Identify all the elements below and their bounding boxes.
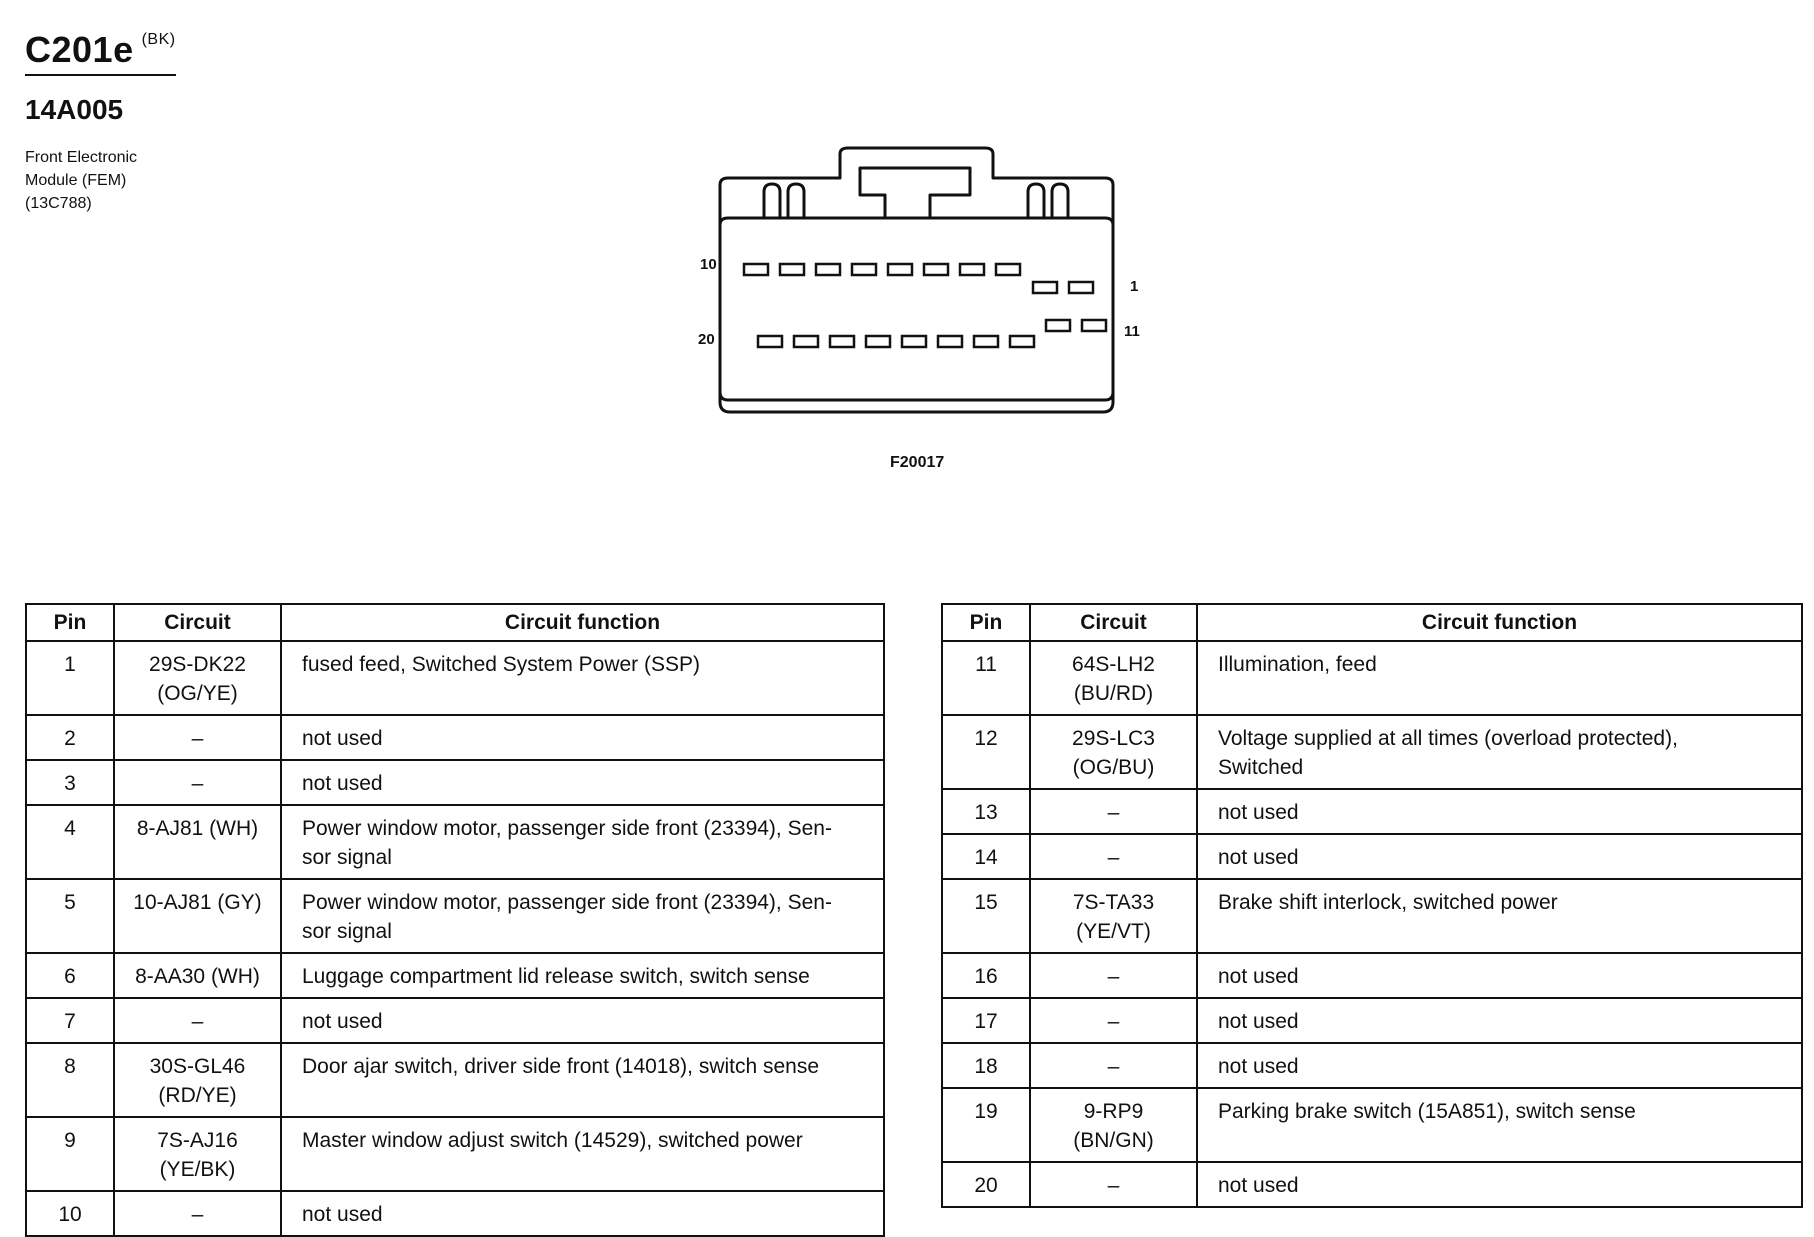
pin-20-cavity [758,336,782,347]
circuit-cell [114,715,281,760]
circuit-code: – [1107,1174,1120,1197]
pin-number: 9 [26,1117,114,1191]
circuit-function-text: not used [1218,846,1299,869]
circuit-code: (YE/VT) [1076,920,1151,943]
circuit-cell [114,641,281,715]
pin-row [26,879,884,953]
pin-number: 11 [942,641,1030,715]
circuit-function-text: Illumination, feed [1218,653,1377,676]
pin-number: 14 [942,834,1030,879]
circuit-function-text: not used [1218,1174,1299,1197]
circuit-cell [114,998,281,1043]
circuit-cell [1030,1043,1197,1088]
circuit-code: 30S-GL46 [149,1055,246,1078]
circuit-cell [114,760,281,805]
circuit-code: 8-AJ81 (WH) [136,817,259,840]
circuit-function-text: not used [1218,1010,1299,1033]
pin-row [26,1043,884,1117]
circuit-function-text: Master window adjust switch (14529), switched power [302,1129,803,1152]
circuit-function-text: not used [1218,801,1299,824]
circuit-function-cell [281,760,884,805]
circuit-function-text: Luggage compartment lid release switch, switch sense [302,965,810,988]
pin-row [26,641,884,715]
pin-header: Pin [942,604,1030,641]
circuit-code: 9-RP9 [1083,1100,1144,1123]
circuit-cell [114,1117,281,1191]
circuit-function-text: Voltage supplied at all times (overload protected), [1218,727,1678,750]
circuit-cell [1030,834,1197,879]
circuit-function-cell [1197,1162,1802,1207]
circuit-code: (BN/GN) [1073,1129,1154,1152]
circuit-function-header: Circuit function [1197,604,1802,641]
pin-3-cavity [996,264,1020,275]
circuit-function-cell [1197,1088,1802,1162]
description-line: Front Electronic [25,149,138,166]
circuit-function-cell [1197,998,1802,1043]
pin-number: 10 [26,1191,114,1236]
circuit-function-cell [281,1191,884,1236]
pin-number: 16 [942,953,1030,998]
circuit-function-cell [281,641,884,715]
circuit-code: 10-AJ81 (GY) [133,891,262,914]
pin-11-cavity [1082,320,1106,331]
pin-row [942,953,1802,998]
pin-9-cavity [780,264,804,275]
circuit-function-cell [281,715,884,760]
pin-number: 8 [26,1043,114,1117]
circuit-function-text: Brake shift interlock, switched power [1218,891,1558,914]
pin-row [26,760,884,805]
connector-face-diagram [680,140,1160,440]
pin-row [26,998,884,1043]
pin-5-cavity [924,264,948,275]
circuit-function-cell [1197,789,1802,834]
pin-10-cavity [744,264,768,275]
circuit-function-text: Power window motor, passenger side front (23394), Sen- [302,891,832,914]
connector-id: C201e [25,29,134,70]
pin-1-cavity [1069,282,1093,293]
pin-number: 6 [26,953,114,998]
pin-16-cavity [902,336,926,347]
latch-slot-left-2 [788,184,804,218]
circuit-cell [1030,789,1197,834]
circuit-code: – [1107,846,1120,869]
pin-header: Pin [26,604,114,641]
pin-row [942,998,1802,1043]
circuit-code: – [191,1203,204,1226]
circuit-cell [114,953,281,998]
circuit-function-text: not used [1218,965,1299,988]
circuit-cell [1030,1088,1197,1162]
circuit-code: (RD/YE) [158,1084,237,1107]
circuit-cell [1030,641,1197,715]
pin-8-cavity [816,264,840,275]
pin-label-11: 11 [1124,323,1140,340]
pin-number: 7 [26,998,114,1043]
circuit-cell [1030,1162,1197,1207]
circuit-cell [1030,998,1197,1043]
pin-row [26,1191,884,1236]
circuit-code: 8-AA30 (WH) [135,965,260,988]
pin-row [942,715,1802,789]
circuit-code: 64S-LH2 [1072,653,1155,676]
pin-12-cavity [1046,320,1070,331]
pin-number: 3 [26,760,114,805]
circuit-cell [114,879,281,953]
pin-row [942,834,1802,879]
circuit-code: – [1107,1010,1120,1033]
locking-tab [860,168,970,218]
circuit-code: – [191,1010,204,1033]
pin-row [26,1117,884,1191]
color-code: (BK) [141,31,176,48]
circuit-header: Circuit [114,604,281,641]
circuit-code: (BU/RD) [1073,682,1154,705]
circuit-code: 7S-TA33 [1072,891,1155,914]
pin-17-cavity [866,336,890,347]
latch-slot-left-1 [764,184,780,218]
pin-15-cavity [938,336,962,347]
pin-row [942,1162,1802,1207]
circuit-function-text: sor signal [302,920,392,943]
pinout-table-left [25,603,885,1237]
latch-slot-right-1 [1028,184,1044,218]
pin-7-cavity [852,264,876,275]
pin-label-20: 20 [698,331,715,348]
circuit-function-text: not used [302,727,383,750]
pin-6-cavity [888,264,912,275]
pin-number: 18 [942,1043,1030,1088]
circuit-cell [114,1043,281,1117]
pin-number: 1 [26,641,114,715]
description-line: Module (FEM) [25,172,127,189]
circuit-code: – [1107,801,1120,824]
circuit-header: Circuit [1030,604,1197,641]
circuit-code: – [191,727,204,750]
component-description [25,146,137,215]
pin-number: 13 [942,789,1030,834]
circuit-code: (YE/BK) [159,1158,236,1181]
pin-row [26,805,884,879]
pin-row [26,953,884,998]
circuit-code: – [1107,965,1120,988]
circuit-function-text: Switched [1218,756,1304,779]
circuit-code: (OG/BU) [1072,756,1155,779]
circuit-code: – [1107,1055,1120,1078]
circuit-function-cell [281,953,884,998]
circuit-cell [114,1191,281,1236]
circuit-code: (OG/YE) [157,682,238,705]
pin-number: 4 [26,805,114,879]
figure-id: F20017 [890,454,945,471]
circuit-code: 29S-LC3 [1072,727,1155,750]
pin-row [942,1088,1802,1162]
pin-row [942,789,1802,834]
pin-4-cavity [960,264,984,275]
circuit-function-cell [281,998,884,1043]
pin-number: 5 [26,879,114,953]
pin-row [942,1043,1802,1088]
circuit-function-text: Parking brake switch (15A851), switch sense [1218,1100,1636,1123]
circuit-function-cell [1197,879,1802,953]
pin-label-10: 10 [700,256,717,273]
circuit-function-cell [281,1043,884,1117]
pin-18-cavity [830,336,854,347]
circuit-function-text: not used [1218,1055,1299,1078]
pin-row [942,879,1802,953]
circuit-code: 7S-AJ16 [157,1129,238,1152]
pinout-table-right [941,603,1803,1208]
circuit-function-cell [1197,834,1802,879]
circuit-function-cell [1197,953,1802,998]
part-number: 14A005 [25,94,124,125]
pin-number: 2 [26,715,114,760]
connector-title [25,30,176,76]
pin-2-cavity [1033,282,1057,293]
circuit-function-text: sor signal [302,846,392,869]
circuit-function-text: not used [302,772,383,795]
circuit-function-cell [281,1117,884,1191]
pin-number: 20 [942,1162,1030,1207]
pin-19-cavity [794,336,818,347]
circuit-cell [1030,715,1197,789]
pin-label-1: 1 [1130,278,1139,295]
pin-13-cavity [1010,336,1034,347]
circuit-function-text: not used [302,1203,383,1226]
circuit-function-cell [1197,641,1802,715]
circuit-function-text: Power window motor, passenger side front (23394), Sen- [302,817,832,840]
circuit-cell [1030,879,1197,953]
pin-row [26,715,884,760]
pin-row [942,641,1802,715]
circuit-function-text: fused feed, Switched System Power (SSP) [302,653,701,676]
pin-number: 12 [942,715,1030,789]
circuit-function-text: Door ajar switch, driver side front (14018), switch sense [302,1055,820,1078]
circuit-function-cell [281,805,884,879]
latch-slot-right-2 [1052,184,1068,218]
circuit-code: 29S-DK22 [149,653,246,676]
circuit-cell [1030,953,1197,998]
circuit-function-cell [1197,715,1802,789]
circuit-cell [114,805,281,879]
pin-14-cavity [974,336,998,347]
circuit-function-cell [1197,1043,1802,1088]
circuit-code: – [191,772,204,795]
pin-number: 15 [942,879,1030,953]
pin-number: 19 [942,1088,1030,1162]
circuit-function-header: Circuit function [281,604,884,641]
circuit-function-text: not used [302,1010,383,1033]
pin-number: 17 [942,998,1030,1043]
circuit-function-cell [281,879,884,953]
connector-inner-face [720,218,1113,400]
description-line: (13C788) [25,195,92,212]
